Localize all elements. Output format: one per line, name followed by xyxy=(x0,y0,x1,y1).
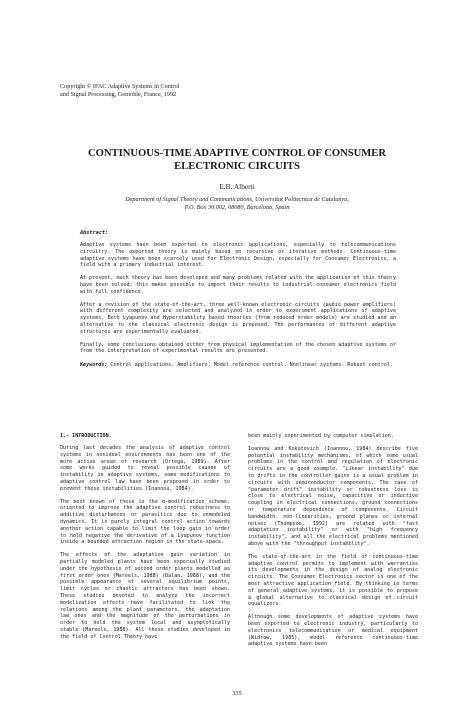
copyright-line-2: and Signal Processing, Grenoble, France, 1992 xyxy=(60,91,177,98)
right-column xyxy=(248,433,418,654)
title-line-2: ELECTRONIC CIRCUITS xyxy=(174,161,300,172)
title-line-1: CONTINUOUS-TIME ADAPTIVE CONTROL OF CONSUMER xyxy=(87,148,387,159)
affiliation-line-2: P.O. Box 30.002, 08080, Barcelona, Spain xyxy=(184,204,290,211)
body-paragraph: been mainly experimented by computer simulation. xyxy=(248,433,394,439)
abstract-body xyxy=(80,242,396,361)
abstract-paragraph: Adaptive systems have been exported to electronic applications, especially to telecommunications circuitry. The exported theory is mainly based on recursive or iterative methods. Continuous-time adaptive systems have been scarcely used for Electronic Design, especially for Consumer Electronics, a field with a primary industrial interest. xyxy=(80,242,396,269)
keywords-label: Keywords: xyxy=(80,362,108,368)
page-number: 335 xyxy=(232,690,242,697)
copyright-line-1: Copyright © IFAC Adaptive Systems in Control xyxy=(60,83,180,90)
body-paragraph: The best known of these is the σ-modification scheme, oriented to improve the adaptive control robustness to additive disturbances or parasitics due to unmodeled dynamics. It is purely integral control action towards another action capable to limit the loop gain in order to hold negative the derivative of a Lyapunov function inside a bounded attraction region in the state-space. xyxy=(60,498,230,546)
abstract-paragraph: Finally, some conclusions obtained either from physical implementation of the chosen adaptive systems or from the interpretation of experimental results are presented. xyxy=(80,341,397,355)
abstract-paragraph: After a revision of the state-of-the-art, three well-known electronic circuits (audio power amplifiers) with different complexity are selected and analyzed in order to experiment applications of adaptive systems. Both Lyapunov and Hyperstability based theories (from reduced order models) are studied and an alternative to the classical electronic design is proposed. The performances of different adaptive structures are experimentally evaluated. xyxy=(80,301,396,335)
body-paragraph: The effects of the adaptation gain variation in partially modeled plants have been especially studied under the hypothesis of second order plants modelled as first order ones (Mareels, 1988) (Dalan, 1988), and the possible appearance of several equilibrium points, limit cycles or chaotic attractors has been shown. These studies devoted to analyze the incorrect modelization effects have facilitated to link the relations among the plant parameters, the adaptation law ones and the magnitude of the perturbations in order to hold the system local and asymptotically stable (Mareels, 1988). All these studies developed in the field of Control Theory have xyxy=(60,552,230,640)
keywords xyxy=(80,362,396,369)
abstract-paragraph: At present, much theory has been developed and many problems related with the application of this theory have been solved; this makes possible to import their results to industrial consumer electronics field with full confidence. xyxy=(80,275,397,295)
body-paragraph: Although some developments of adaptive systems have been exported to electronic industry, particularly to electronics telecommunication or medical equipment (Widrow, 1985), model reference continuous-time adaptive systems have been xyxy=(248,614,418,648)
copyright-notice xyxy=(60,83,260,99)
body-paragraph: During last decades the analysis of adaptive control systems in nonideal environments has been one of the more active areas of research (Ortega, 1989). After some works guided to reveal possible causes of instability in adaptive systems, some modifications to adaptive control law have been proposed in order to prevent these instabilities (Ioannou, 1984). xyxy=(60,445,230,492)
body-paragraph: The state-of-the-art in the field of continuous-time adaptive control permits to implement with warranties its developments in the design of analog electronic circuits. The Consumer Electronics sector is one of the most attractive application field. By thinking in terms of general adaptive systems, it is possible to propose a global alternative to classical design of circuit equalizers. xyxy=(248,553,418,608)
left-column xyxy=(60,445,230,647)
keywords-text: Control applications. Amplifiers. Model reference control. Nonlinear systems. Robust control. xyxy=(110,362,393,368)
section-heading-introduction: 1.- INTRODUCTION. xyxy=(60,433,112,439)
author-name: E.B. Alberti xyxy=(219,182,255,191)
affiliation-line-1: Department of Signal Theory and Communications, Universitat Politecnica de Catalunya, xyxy=(125,196,349,203)
body-paragraph: Ioannou and Kokotovich (Ioannou, 1984) describe five potential instability mechanisms, of which some usual problems in the control and regulation of electronic circuits are a good example. "Linear instability" due to drifts in the controller gains is a usual problem in circuits with semiconductor components. The case of "parameter drift" instability or robustness loss is close to electrical noise, capacitive or inductive coupling in electrical connections, ground connections or temperature dependence of components. Circuit bandwidth, non-linearities, ground planes or internal noises (Thompson, 1992) are related with "fast adaptation instability" or with "high frequency instability", and all the electrical problems mentioned above with the "throughput instability". xyxy=(248,445,418,547)
abstract-heading: Abstract: xyxy=(80,230,109,236)
paper-title xyxy=(60,147,414,173)
author-affiliation xyxy=(90,196,384,212)
